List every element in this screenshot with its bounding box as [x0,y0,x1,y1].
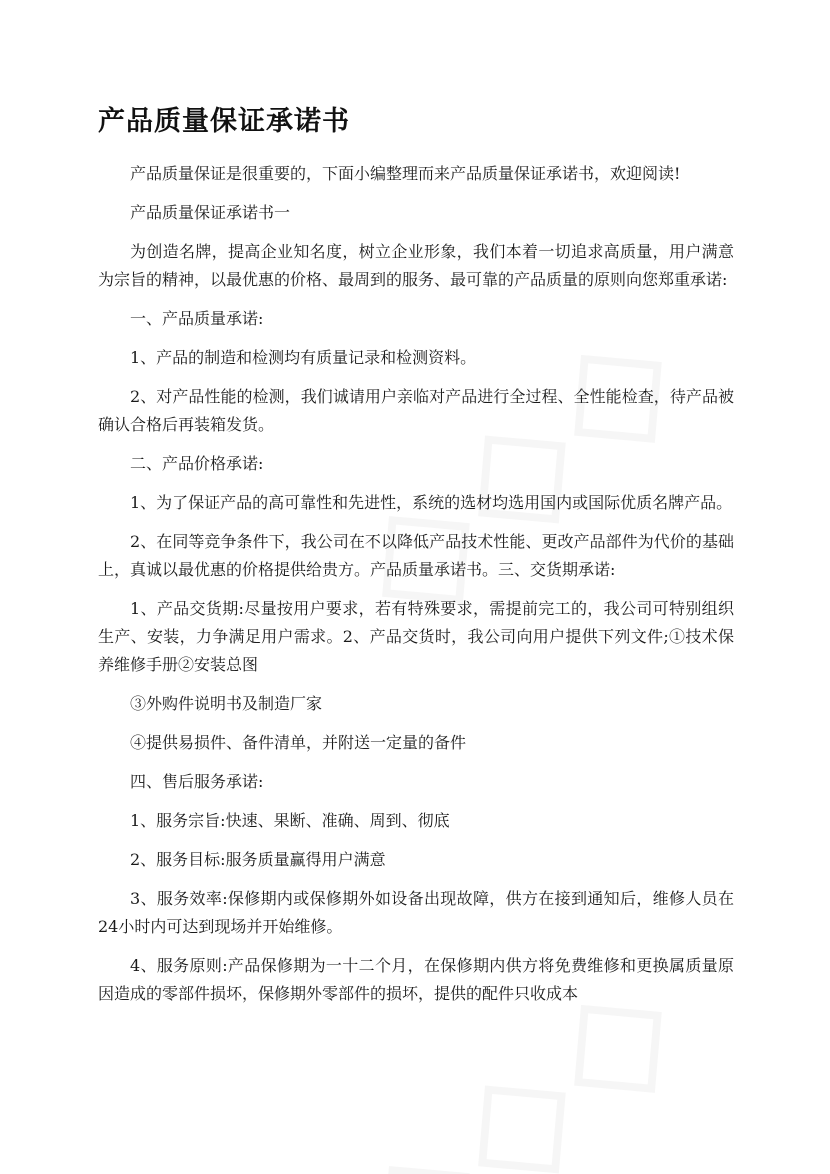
paragraph: 1、产品交货期:尽量按用户要求，若有特殊要求，需提前完工的，我公司可特别组织生产、安装，力争满足用户需求。2、产品交货时，我公司向用户提供下列文件;①技术保养维修手册②安装总图 [98,599,734,674]
paragraph: 1、为了保证产品的高可靠性和先进性，系统的选材均选用国内或国际优质名牌产品。 [130,493,733,512]
paragraph: 2、在同等竞争条件下，我公司在不以降低产品技术性能、更改产品部件为代价的基础上，真诚以最优惠的价格提供给贵方。产品质量承诺书。三、交货期承诺: [98,532,734,579]
section-heading: 四、售后服务承诺: [130,772,264,791]
paragraph: ④提供易损件、备件清单，并附送一定量的备件 [130,733,467,752]
paragraph: 产品质量保证是很重要的，下面小编整理而来产品质量保证承诺书，欢迎阅读! [130,164,681,183]
section-heading: 产品质量保证承诺书一 [130,203,291,222]
paragraph: 4、服务原则:产品保修期为一十二个月，在保修期内供方将免费维修和更换属质量原因造成的零部件损坏，保修期外零部件的损坏，提供的配件只收成本 [98,956,734,1003]
paragraph: 为创造名牌，提高企业知名度，树立企业形象，我们本着一切追求高质量，用户满意为宗旨的精神，以最优惠的价格、最周到的服务、最可靠的产品质量的原则向您郑重承诺: [98,242,734,289]
paragraph: 2、服务目标:服务质量赢得用户满意 [130,850,386,869]
paragraph: 2、对产品性能的检测，我们诚请用户亲临对产品进行全过程、全性能检查，待产品被确认合格后再装箱发货。 [98,387,734,434]
document-title: 产品质量保证承诺书 [98,106,350,137]
section-heading: 二、产品价格承诺: [130,454,264,473]
paragraph: 1、服务宗旨:快速、果断、准确、周到、彻底 [130,811,450,830]
document-body [98,160,734,1019]
paragraph: 1、产品的制造和检测均有质量记录和检测资料。 [130,348,477,367]
paragraph: ③外购件说明书及制造厂家 [130,694,323,713]
paragraph: 3、服务效率:保修期内或保修期外如设备出现故障，供方在接到通知后，维修人员在24小时内可达到现场并开始维修。 [98,889,734,936]
section-heading: 一、产品质量承诺: [130,309,264,328]
